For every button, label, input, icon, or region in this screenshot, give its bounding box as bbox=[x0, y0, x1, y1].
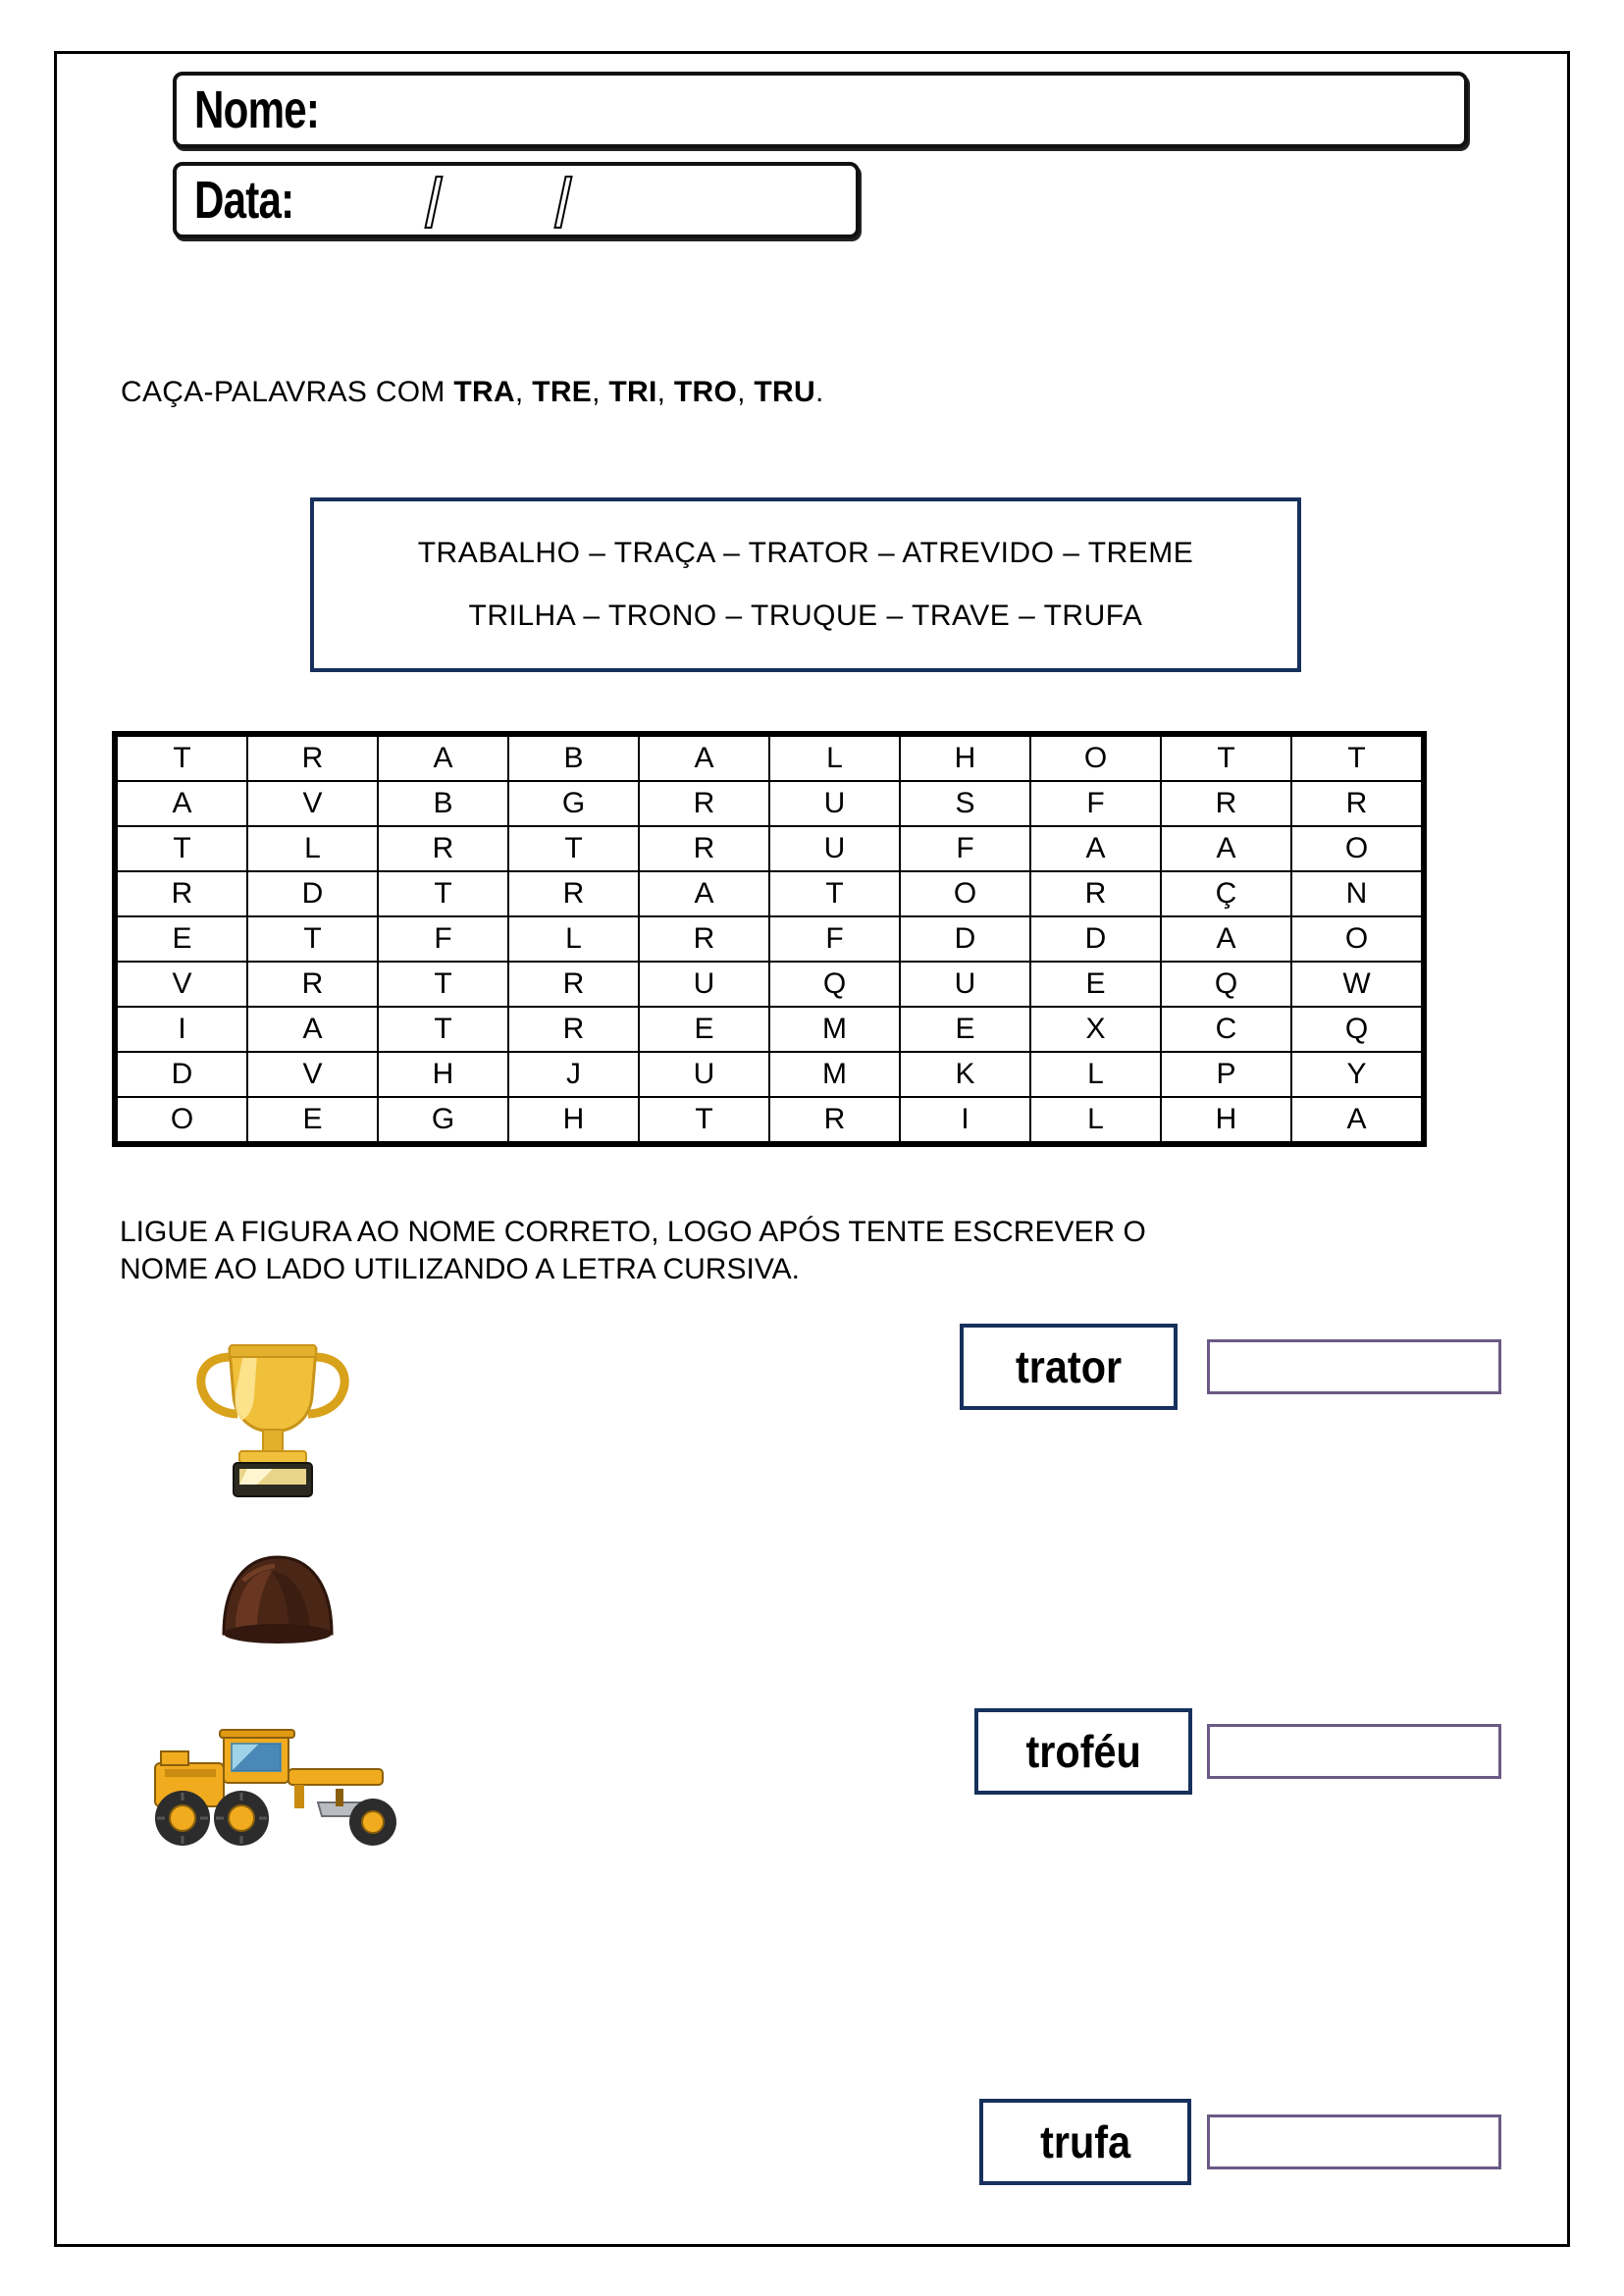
grid-row bbox=[117, 781, 1422, 826]
grid-cell[interactable]: M bbox=[769, 1007, 900, 1052]
grid-cell[interactable]: U bbox=[769, 781, 900, 826]
grid-cell[interactable]: L bbox=[1030, 1052, 1161, 1097]
worksheet-page bbox=[54, 51, 1570, 2247]
grid-cell[interactable]: U bbox=[769, 826, 900, 871]
grid-row bbox=[117, 1007, 1422, 1052]
grid-cell[interactable]: I bbox=[117, 1007, 247, 1052]
grid-cell[interactable]: T bbox=[1291, 736, 1422, 781]
grid-cell[interactable]: G bbox=[508, 781, 639, 826]
grid-cell[interactable]: C bbox=[1161, 1007, 1291, 1052]
grid-cell[interactable]: S bbox=[900, 781, 1030, 826]
grid-cell[interactable]: R bbox=[117, 871, 247, 916]
matching-row bbox=[57, 1712, 1567, 2167]
matching-row bbox=[57, 1320, 1567, 1506]
grid-cell[interactable]: R bbox=[1030, 871, 1161, 916]
grid-cell[interactable]: V bbox=[117, 962, 247, 1007]
grid-cell[interactable]: R bbox=[1161, 781, 1291, 826]
grid-cell[interactable]: T bbox=[378, 1007, 508, 1052]
grid-cell[interactable]: L bbox=[508, 916, 639, 962]
grid-cell[interactable]: R bbox=[378, 826, 508, 871]
sep-1: , bbox=[514, 376, 533, 408]
grid-cell[interactable]: Q bbox=[1291, 1007, 1422, 1052]
grid-cell[interactable]: Y bbox=[1291, 1052, 1422, 1097]
grid-cell[interactable]: F bbox=[378, 916, 508, 962]
grid-cell[interactable]: T bbox=[769, 871, 900, 916]
grid-cell[interactable]: I bbox=[900, 1097, 1030, 1142]
grid-cell[interactable]: R bbox=[508, 962, 639, 1007]
grid-cell[interactable]: T bbox=[378, 871, 508, 916]
word-box-trator[interactable] bbox=[960, 1324, 1178, 1410]
grid-cell[interactable]: T bbox=[1161, 736, 1291, 781]
syllable-tra: TRA bbox=[453, 376, 515, 408]
name-field[interactable] bbox=[173, 72, 1468, 148]
grid-cell[interactable]: Ç bbox=[1161, 871, 1291, 916]
grid-cell[interactable]: E bbox=[1030, 962, 1161, 1007]
grid-cell[interactable]: E bbox=[900, 1007, 1030, 1052]
grid-cell[interactable]: U bbox=[639, 962, 769, 1007]
grid-row bbox=[117, 962, 1422, 1007]
grid-cell[interactable]: R bbox=[639, 781, 769, 826]
grid-cell[interactable]: H bbox=[508, 1097, 639, 1142]
answer-box-1[interactable] bbox=[1207, 1339, 1501, 1394]
grid-cell[interactable]: R bbox=[508, 871, 639, 916]
word-bank-line-1: TRABALHO – TRAÇA – TRATOR – ATREVIDO – TREME bbox=[417, 537, 1194, 569]
grid-row bbox=[117, 1097, 1422, 1142]
grid-cell[interactable]: R bbox=[639, 916, 769, 962]
matching-instruction-line-2: NOME AO LADO UTILIZANDO A LETRA CURSIVA. bbox=[120, 1253, 800, 1285]
grid-cell[interactable]: A bbox=[378, 736, 508, 781]
grid-cell[interactable]: A bbox=[639, 736, 769, 781]
grid-cell[interactable]: B bbox=[508, 736, 639, 781]
grid-cell[interactable]: U bbox=[639, 1052, 769, 1097]
grid-cell[interactable]: T bbox=[117, 826, 247, 871]
grid-cell[interactable]: T bbox=[508, 826, 639, 871]
grid-cell[interactable]: H bbox=[378, 1052, 508, 1097]
grid-cell[interactable]: R bbox=[1291, 781, 1422, 826]
grid-cell[interactable]: N bbox=[1291, 871, 1422, 916]
grid-row bbox=[117, 826, 1422, 871]
grid-cell[interactable]: L bbox=[1030, 1097, 1161, 1142]
grid-cell[interactable]: T bbox=[247, 916, 378, 962]
grid-cell[interactable]: O bbox=[1030, 736, 1161, 781]
matching-exercise bbox=[57, 1320, 1567, 2167]
grid-cell[interactable]: O bbox=[117, 1097, 247, 1142]
word-box-label: troféu bbox=[1025, 1726, 1141, 1777]
grid-cell[interactable]: F bbox=[900, 826, 1030, 871]
grid-cell[interactable]: D bbox=[1030, 916, 1161, 962]
grid-cell[interactable]: R bbox=[639, 826, 769, 871]
grid-cell[interactable]: A bbox=[247, 1007, 378, 1052]
grid-cell[interactable]: E bbox=[639, 1007, 769, 1052]
tractor-icon[interactable] bbox=[126, 1712, 420, 1899]
grid-cell[interactable]: O bbox=[1291, 916, 1422, 962]
truffle-icon[interactable] bbox=[126, 1516, 420, 1702]
grid-cell[interactable]: L bbox=[769, 736, 900, 781]
grid-cell[interactable]: E bbox=[247, 1097, 378, 1142]
grid-cell[interactable]: W bbox=[1291, 962, 1422, 1007]
sep-4: , bbox=[737, 376, 755, 408]
grid-cell[interactable]: Q bbox=[769, 962, 900, 1007]
grid-row bbox=[117, 736, 1422, 781]
word-search-grid[interactable] bbox=[112, 731, 1427, 1147]
date-slash-icon bbox=[424, 176, 443, 229]
date-field[interactable] bbox=[173, 162, 860, 238]
grid-cell[interactable]: A bbox=[1030, 826, 1161, 871]
grid-cell[interactable]: D bbox=[247, 871, 378, 916]
syllable-tre: TRE bbox=[532, 376, 593, 408]
word-box-label: trufa bbox=[1039, 2116, 1130, 2167]
grid-cell[interactable]: A bbox=[1291, 1097, 1422, 1142]
grid-cell[interactable]: L bbox=[247, 826, 378, 871]
grid-cell[interactable]: O bbox=[900, 871, 1030, 916]
syllable-tri: TRI bbox=[608, 376, 657, 408]
grid-cell[interactable]: A bbox=[639, 871, 769, 916]
grid-cell[interactable]: H bbox=[1161, 1097, 1291, 1142]
word-bank-line-2: TRILHA – TRONO – TRUQUE – TRAVE – TRUFA bbox=[468, 600, 1143, 632]
word-box-label: trator bbox=[1015, 1341, 1123, 1392]
syllable-tru: TRU bbox=[754, 376, 815, 408]
grid-row bbox=[117, 916, 1422, 962]
grid-cell[interactable]: T bbox=[639, 1097, 769, 1142]
grid-cell[interactable]: K bbox=[900, 1052, 1030, 1097]
grid-cell[interactable]: A bbox=[1161, 916, 1291, 962]
grid-cell[interactable]: Q bbox=[1161, 962, 1291, 1007]
grid-cell[interactable]: R bbox=[247, 962, 378, 1007]
grid-cell[interactable]: A bbox=[117, 781, 247, 826]
word-box-trufa[interactable] bbox=[979, 2099, 1191, 2185]
activity-instruction bbox=[121, 376, 824, 409]
grid-cell[interactable]: R bbox=[247, 736, 378, 781]
matching-instruction bbox=[120, 1214, 1386, 1288]
grid-cell[interactable]: B bbox=[378, 781, 508, 826]
grid-cell[interactable]: J bbox=[508, 1052, 639, 1097]
grid-cell[interactable]: D bbox=[117, 1052, 247, 1097]
grid-cell[interactable]: T bbox=[117, 736, 247, 781]
grid-cell[interactable]: F bbox=[1030, 781, 1161, 826]
word-bank bbox=[310, 497, 1301, 672]
matching-instruction-line-1: LIGUE A FIGURA AO NOME CORRETO, LOGO APÓS TENTE ESCREVER O bbox=[120, 1216, 1146, 1248]
trophy-icon[interactable] bbox=[126, 1320, 420, 1506]
sep-2: , bbox=[592, 376, 609, 408]
grid-cell[interactable]: V bbox=[247, 1052, 378, 1097]
grid-cell[interactable]: E bbox=[117, 916, 247, 962]
student-header bbox=[173, 72, 1468, 238]
grid-cell[interactable]: U bbox=[900, 962, 1030, 1007]
grid-cell[interactable]: F bbox=[769, 916, 900, 962]
sep-3: , bbox=[656, 376, 674, 408]
grid-cell[interactable]: R bbox=[508, 1007, 639, 1052]
grid-cell[interactable]: O bbox=[1291, 826, 1422, 871]
grid-cell[interactable]: P bbox=[1161, 1052, 1291, 1097]
grid-cell[interactable]: D bbox=[900, 916, 1030, 962]
grid-cell[interactable]: H bbox=[900, 736, 1030, 781]
matching-row bbox=[57, 1516, 1567, 1777]
grid-row bbox=[117, 871, 1422, 916]
grid-cell[interactable]: R bbox=[769, 1097, 900, 1142]
instruction-prefix: CAÇA-PALAVRAS COM bbox=[121, 376, 454, 408]
grid-cell[interactable]: X bbox=[1030, 1007, 1161, 1052]
date-slash-icon bbox=[553, 176, 572, 229]
grid-cell[interactable]: T bbox=[378, 962, 508, 1007]
grid-cell[interactable]: G bbox=[378, 1097, 508, 1142]
grid-cell[interactable]: M bbox=[769, 1052, 900, 1097]
grid-row bbox=[117, 1052, 1422, 1097]
instruction-suffix: . bbox=[814, 376, 824, 408]
answer-box-3[interactable] bbox=[1207, 2114, 1501, 2169]
grid-cell[interactable]: V bbox=[247, 781, 378, 826]
grid-cell[interactable]: A bbox=[1161, 826, 1291, 871]
syllable-tro: TRO bbox=[673, 376, 738, 408]
name-field-label: Nome: bbox=[194, 80, 320, 139]
date-field-label: Data: bbox=[194, 171, 294, 230]
